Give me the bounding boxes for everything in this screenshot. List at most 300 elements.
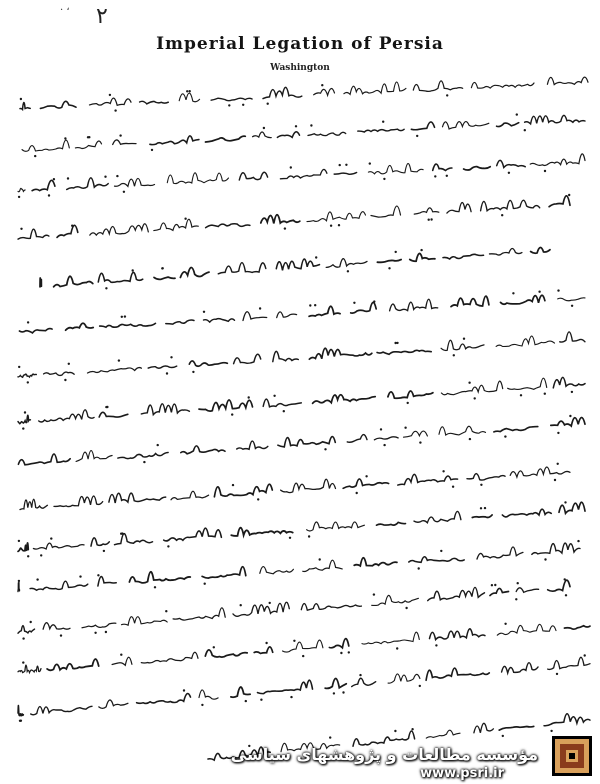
handwritten-word xyxy=(263,399,301,407)
handwritten-word xyxy=(129,572,190,583)
handwritten-word xyxy=(307,522,365,531)
diacritic-dot xyxy=(394,342,396,344)
diacritic-dot xyxy=(365,475,367,477)
diacritic-dot xyxy=(338,224,340,226)
handwriting-line xyxy=(18,154,585,198)
diacritic-dot xyxy=(544,558,546,560)
page-marks: . ، xyxy=(60,2,70,13)
handwritten-word xyxy=(166,320,194,324)
diacritic-dot xyxy=(373,593,375,595)
handwritten-word xyxy=(261,215,300,224)
diacritic-dot xyxy=(295,125,297,127)
diacritic-dot xyxy=(263,127,265,129)
diacritic-dot xyxy=(64,137,66,139)
handwritten-word xyxy=(414,511,461,522)
handwriting-line xyxy=(18,501,585,557)
diacritic-dot xyxy=(104,176,106,178)
handwritten-word xyxy=(409,557,464,563)
diacritic-dot xyxy=(347,270,349,272)
handwritten-word xyxy=(281,479,336,492)
diacritic-dot xyxy=(480,507,482,509)
handwritten-word xyxy=(313,395,376,404)
handwritten-word xyxy=(443,254,484,259)
handwriting-line xyxy=(18,415,585,465)
handwritten-word xyxy=(263,87,302,98)
handwritten-word xyxy=(314,89,335,96)
handwritten-word xyxy=(40,101,76,108)
diacritic-dot xyxy=(571,391,573,393)
diacritic-dot xyxy=(94,632,96,634)
diacritic-dot xyxy=(394,730,396,732)
handwritten-word xyxy=(258,680,313,693)
handwritten-word xyxy=(113,140,136,145)
diacritic-dot xyxy=(265,642,267,644)
diacritic-dot xyxy=(469,438,471,440)
diacritic-dot xyxy=(68,363,70,365)
handwritten-word xyxy=(18,705,23,715)
handwritten-word xyxy=(154,277,175,279)
diacritic-dot xyxy=(290,166,292,168)
diacritic-dot xyxy=(201,704,203,706)
diacritic-dot xyxy=(273,395,275,397)
diacritic-dot xyxy=(60,634,62,636)
diacritic-dot xyxy=(342,691,344,693)
diacritic-dot xyxy=(143,461,145,463)
diacritic-dot xyxy=(411,728,413,730)
diacritic-dot xyxy=(369,162,371,164)
handwritten-word xyxy=(99,412,128,417)
diacritic-dot xyxy=(257,498,259,500)
diacritic-dot xyxy=(22,661,24,663)
handwritten-word xyxy=(100,323,156,327)
diacritic-dot xyxy=(71,225,73,227)
handwritten-word xyxy=(234,354,261,364)
diacritic-dot xyxy=(564,578,566,580)
diacritic-dot xyxy=(515,598,517,600)
diacritic-dot xyxy=(245,700,247,702)
handwritten-word xyxy=(141,652,198,663)
handwritten-word xyxy=(351,302,377,313)
diacritic-dot xyxy=(373,300,375,302)
diacritic-dot xyxy=(516,113,518,115)
diacritic-dot xyxy=(442,470,444,472)
watermark-url: www.psri.ir xyxy=(420,766,504,781)
handwritten-word xyxy=(39,410,95,422)
handwritten-word xyxy=(32,180,55,190)
diacritic-dot xyxy=(204,583,206,585)
diacritic-dot xyxy=(577,540,579,542)
diacritic-dot xyxy=(189,90,191,92)
diacritic-dot xyxy=(405,607,407,609)
diacritic-dot xyxy=(166,372,168,374)
handwritten-word xyxy=(490,248,522,255)
diacritic-dot xyxy=(538,291,540,293)
handwritten-word xyxy=(411,122,434,130)
handwriting-line xyxy=(18,623,590,673)
handwritten-word xyxy=(20,102,30,109)
handwritten-word xyxy=(516,588,538,593)
handwritten-word xyxy=(43,623,70,630)
diacritic-dot xyxy=(22,427,24,429)
diacritic-dot xyxy=(565,594,567,596)
handwritten-word xyxy=(76,451,112,462)
diacritic-dot xyxy=(105,631,107,633)
diacritic-dot xyxy=(97,574,99,576)
handwritten-word xyxy=(301,604,361,611)
diacritic-dot xyxy=(18,196,20,198)
handwritten-word xyxy=(18,454,70,465)
handwritten-word xyxy=(398,474,458,485)
diacritic-dot xyxy=(184,218,186,220)
handwriting-line xyxy=(18,654,590,722)
diacritic-dot xyxy=(557,463,559,465)
handwritten-word xyxy=(40,278,41,287)
diacritic-dot xyxy=(484,507,486,509)
handwritten-word xyxy=(277,312,297,318)
handwritten-word xyxy=(164,528,222,541)
diacritic-dot xyxy=(348,651,350,653)
diacritic-dot xyxy=(79,575,81,577)
handwritten-word xyxy=(309,348,372,359)
diacritic-dot xyxy=(167,545,169,547)
diacritic-dot xyxy=(446,94,448,96)
handwritten-word xyxy=(202,567,246,578)
handwritten-word xyxy=(237,441,268,449)
handwritten-word xyxy=(525,115,585,124)
diacritic-dot xyxy=(105,287,107,289)
page-number: ۲ xyxy=(96,4,108,29)
handwritten-word xyxy=(426,668,489,680)
diacritic-dot xyxy=(494,584,496,586)
diacritic-dot xyxy=(504,435,506,437)
diacritic-dot xyxy=(388,267,390,269)
handwritten-word xyxy=(189,361,227,366)
handwritten-word xyxy=(20,499,47,509)
handwritten-word xyxy=(352,678,376,686)
handwritten-word xyxy=(54,276,93,287)
handwritten-word xyxy=(549,196,570,207)
handwritten-word xyxy=(344,82,406,94)
handwritten-word xyxy=(508,378,547,389)
diacritic-dot xyxy=(584,654,586,656)
handwritten-word xyxy=(205,650,247,657)
diacritic-dot xyxy=(382,121,384,123)
handwritten-word xyxy=(372,595,419,605)
handwritten-word xyxy=(308,132,346,135)
handwritten-word xyxy=(109,493,166,503)
diacritic-dot xyxy=(396,647,398,649)
handwritten-word xyxy=(510,467,570,477)
diacritic-dot xyxy=(404,427,406,429)
handwritten-word xyxy=(88,368,142,373)
diacritic-dot xyxy=(119,134,121,136)
handwritten-word xyxy=(199,400,253,411)
diacritic-dot xyxy=(240,604,242,606)
diacritic-dot xyxy=(564,501,566,503)
diacritic-dot xyxy=(67,177,69,179)
diacritic-dot xyxy=(383,178,385,180)
handwritten-word xyxy=(57,225,78,237)
diacritic-dot xyxy=(319,558,321,560)
handwriting-line xyxy=(20,77,588,112)
handwritten-word xyxy=(441,340,484,350)
diacritic-dot xyxy=(463,338,465,340)
diacritic-dot xyxy=(314,304,316,306)
handwritten-word xyxy=(140,101,169,104)
handwritten-word xyxy=(214,484,272,497)
handwritten-word xyxy=(167,173,228,184)
handwritten-word xyxy=(362,632,419,644)
handwriting-line xyxy=(40,248,550,290)
diacritic-dot xyxy=(554,479,556,481)
diacritic-dot xyxy=(569,415,571,417)
handwritten-word xyxy=(115,534,153,545)
handwritten-word xyxy=(501,295,545,304)
diacritic-dot xyxy=(557,289,559,291)
diacritic-dot xyxy=(151,149,153,151)
handwritten-word xyxy=(180,268,209,278)
diacritic-dot xyxy=(109,94,111,96)
diacritic-dot xyxy=(260,699,262,701)
diacritic-dot xyxy=(192,371,194,373)
diacritic-dot xyxy=(420,249,422,251)
diacritic-dot xyxy=(103,550,105,552)
handwritten-word xyxy=(30,581,88,590)
handwritten-word xyxy=(497,160,526,167)
diacritic-dot xyxy=(284,227,286,229)
handwritten-word xyxy=(211,98,252,101)
handwritten-word xyxy=(254,647,273,654)
diacritic-dot xyxy=(419,441,421,443)
diacritic-dot xyxy=(186,90,188,92)
letterhead-subtitle: Washington xyxy=(270,63,330,73)
handwritten-word xyxy=(377,260,401,263)
handwritten-word xyxy=(307,212,366,222)
handwritten-word xyxy=(388,674,420,683)
diacritic-dot xyxy=(524,129,526,131)
handwritten-word xyxy=(502,509,551,517)
handwritten-word xyxy=(430,629,485,640)
handwriting-line xyxy=(20,463,570,510)
diacritic-dot xyxy=(242,104,244,106)
handwritten-word xyxy=(118,453,168,459)
handwritten-word xyxy=(67,178,109,190)
diacritic-dot xyxy=(118,359,120,361)
handwritten-word xyxy=(377,522,406,525)
handwritten-word xyxy=(553,377,585,388)
diacritic-dot xyxy=(512,292,514,294)
handwriting-line xyxy=(18,540,580,592)
diacritic-dot xyxy=(395,251,397,253)
handwritten-word xyxy=(206,136,246,142)
diacritic-dot xyxy=(356,492,358,494)
diacritic-dot xyxy=(27,381,29,383)
handwritten-word xyxy=(18,626,35,634)
diacritic-dot xyxy=(48,194,50,196)
handwritten-word xyxy=(141,404,189,415)
diacritic-dot xyxy=(248,396,250,398)
diacritic-dot xyxy=(27,555,29,557)
diacritic-dot xyxy=(383,444,385,446)
handwritten-word xyxy=(347,435,367,443)
diacritic-dot xyxy=(120,533,122,535)
handwritten-word xyxy=(564,626,590,629)
diacritic-dot xyxy=(19,720,21,722)
handwritten-word xyxy=(181,446,225,454)
diacritic-dot xyxy=(124,315,126,317)
handwriting-line xyxy=(22,113,585,157)
handwriting-line xyxy=(19,289,585,332)
diacritic-dot xyxy=(517,582,519,584)
diacritic-dot xyxy=(228,104,230,106)
handwritten-word xyxy=(334,173,356,175)
handwritten-word xyxy=(439,426,486,435)
handwritten-word xyxy=(551,417,585,426)
diacritic-dot xyxy=(308,535,310,537)
diacritic-dot xyxy=(380,428,382,430)
handwritten-word xyxy=(544,714,590,726)
handwritten-word xyxy=(199,690,218,699)
diacritic-dot xyxy=(324,448,326,450)
diacritic-dot xyxy=(121,316,123,318)
diacritic-dot xyxy=(452,486,454,488)
handwritten-word xyxy=(47,659,99,670)
diacritic-dot xyxy=(544,170,546,172)
handwritten-word xyxy=(326,259,367,268)
diacritic-dot xyxy=(430,218,432,220)
handwritten-word xyxy=(390,299,438,310)
diacritic-dot xyxy=(428,219,430,221)
diacritic-dot xyxy=(407,402,409,404)
handwritten-word xyxy=(90,224,149,235)
handwritten-word xyxy=(374,437,398,440)
diacritic-dot xyxy=(154,586,156,588)
diacritic-dot xyxy=(339,164,341,166)
handwritten-word xyxy=(18,415,30,423)
handwritten-word xyxy=(218,263,265,274)
handwritten-word xyxy=(277,132,299,138)
handwritten-word xyxy=(231,687,250,697)
diacritic-dot xyxy=(453,354,455,356)
diacritic-dot xyxy=(24,411,26,413)
diacritic-dot xyxy=(557,432,559,434)
handwritten-word xyxy=(368,164,423,174)
handwritten-word xyxy=(388,391,433,398)
handwritten-word xyxy=(496,336,554,346)
handwritten-word xyxy=(428,587,485,600)
diacritic-dot xyxy=(267,103,269,105)
handwritten-word xyxy=(239,172,267,180)
diacritic-dot xyxy=(232,484,234,486)
diacritic-dot xyxy=(40,554,42,556)
handwritten-word xyxy=(377,350,431,354)
handwritten-word xyxy=(115,178,155,186)
handwritten-word xyxy=(329,639,348,648)
diacritic-dot xyxy=(501,214,503,216)
diacritic-dot xyxy=(20,98,22,100)
diacritic-dot xyxy=(18,580,20,582)
handwritten-word xyxy=(490,588,509,595)
handwritten-word xyxy=(22,140,69,151)
diacritic-dot xyxy=(22,637,24,639)
psri-logo-icon xyxy=(552,736,592,776)
handwritten-word xyxy=(253,132,272,138)
diacritic-dot xyxy=(36,578,38,580)
handwritten-word xyxy=(481,200,540,211)
diacritic-dot xyxy=(345,164,347,166)
handwritten-word xyxy=(309,306,340,316)
diacritic-dot xyxy=(520,394,522,396)
handwritten-word xyxy=(99,700,128,708)
handwritten-word xyxy=(532,543,580,554)
handwritten-word xyxy=(451,296,489,306)
handwritten-word xyxy=(204,319,235,322)
handwritten-word xyxy=(530,154,585,166)
diacritic-dot xyxy=(491,584,493,586)
diacritic-dot xyxy=(446,175,448,177)
handwritten-word xyxy=(441,381,502,395)
diacritic-dot xyxy=(416,135,418,137)
diacritic-dot xyxy=(333,692,335,694)
handwritten-word xyxy=(547,77,588,84)
handwritten-word xyxy=(112,657,132,665)
watermark xyxy=(0,734,600,784)
diacritic-dot xyxy=(480,484,482,486)
diacritic-dot xyxy=(440,550,442,552)
diacritic-dot xyxy=(170,356,172,358)
handwritten-word xyxy=(54,496,103,507)
handwritten-word xyxy=(98,272,142,282)
handwritten-word xyxy=(19,329,52,333)
handwritten-persian-text xyxy=(10,70,595,784)
diacritic-dot xyxy=(321,84,323,86)
handwriting-line xyxy=(18,377,585,429)
handwritten-word xyxy=(548,580,570,591)
diacritic-dot xyxy=(30,621,32,623)
diacritic-dot xyxy=(544,393,546,395)
diacritic-dot xyxy=(27,321,29,323)
diacritic-dot xyxy=(162,267,164,269)
diacritic-dot xyxy=(165,610,167,612)
diacritic-dot xyxy=(123,191,125,193)
watermark-org-name: مؤسسه مطالعات و پژوهشهای سیاسی xyxy=(230,745,538,764)
diacritic-dot xyxy=(419,685,421,687)
handwritten-word xyxy=(464,167,491,170)
diacritic-dot xyxy=(434,175,436,177)
handwritten-word xyxy=(447,203,471,214)
diacritic-dot xyxy=(468,382,470,384)
handwritten-word xyxy=(18,543,28,552)
handwritten-word xyxy=(44,372,75,375)
handwritten-word xyxy=(497,123,519,127)
diacritic-dot xyxy=(474,397,476,399)
handwritten-word xyxy=(414,208,439,214)
handwritten-word xyxy=(325,678,346,688)
handwritten-word xyxy=(18,665,41,673)
diacritic-dot xyxy=(504,623,506,625)
handwritten-word xyxy=(231,528,292,536)
handwritten-word xyxy=(472,515,492,518)
handwritten-word xyxy=(560,332,585,342)
diacritic-dot xyxy=(302,655,304,657)
handwritten-word xyxy=(150,136,199,145)
handwritten-word xyxy=(477,547,523,559)
diacritic-dot xyxy=(50,537,52,539)
handwritten-word xyxy=(303,560,342,571)
diacritic-dot xyxy=(571,305,573,307)
diacritic-dot xyxy=(340,652,342,654)
handwritten-word xyxy=(91,538,109,546)
